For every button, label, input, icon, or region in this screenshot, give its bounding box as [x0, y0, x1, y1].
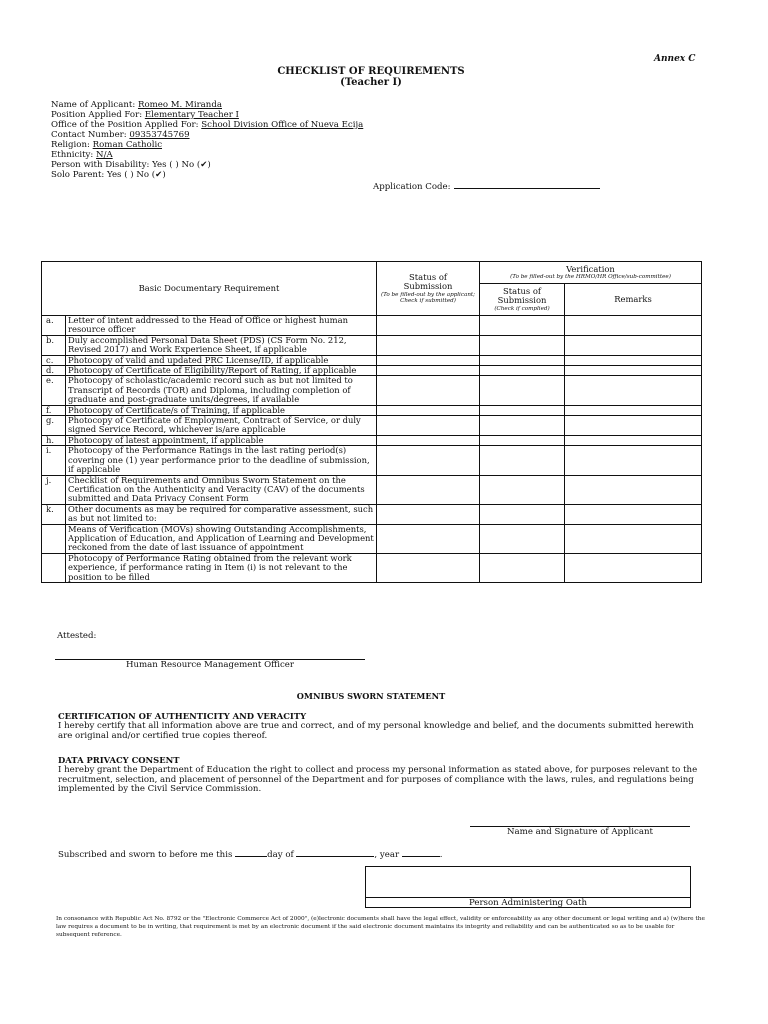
ethnicity-value: N/A — [96, 150, 113, 160]
requirement-text: Duly accomplished Personal Data Sheet (PDS) (CS Form No. 212, Revised 2017) and Work Experience Sheet, if applicable — [66, 335, 377, 355]
applicant-status-cell[interactable] — [377, 435, 480, 445]
requirements-table — [41, 261, 702, 583]
remarks-cell[interactable] — [565, 335, 702, 355]
oath-label: Person Administering Oath — [468, 898, 588, 908]
remarks-cell[interactable] — [565, 446, 702, 475]
applicant-status-cell[interactable] — [377, 335, 480, 355]
verified-status-cell[interactable] — [480, 435, 565, 445]
requirement-letter: g. — [42, 416, 66, 436]
privacy-text: I hereby grant the Department of Education the right to collect and process my personal information as stated above, for purposes relevant to the recruitment, selection, and placement of personnel of the Department and for purposes of compliance with the laws, rules, and regulations being implemented by the Civil Service Commission. — [58, 765, 698, 794]
sworn-day-label: day of — [267, 850, 294, 860]
position-value: Elementary Teacher I — [144, 110, 239, 120]
verified-status-cell[interactable] — [480, 475, 565, 504]
name-value: Romeo M. Miranda — [137, 100, 222, 110]
remarks-cell[interactable] — [565, 355, 702, 365]
remarks-cell[interactable] — [565, 416, 702, 436]
sworn-year-label: , year — [374, 850, 400, 860]
religion-label: Religion: — [51, 140, 90, 150]
requirement-row — [42, 366, 702, 376]
ver-status-header — [480, 284, 565, 316]
omnibus-title: OMNIBUS SWORN STATEMENT — [296, 691, 446, 701]
requirement-row — [42, 316, 702, 336]
requirement-text: Letter of intent addressed to the Head of Office or highest human resource officer — [66, 316, 377, 336]
applicant-status-cell[interactable] — [377, 366, 480, 376]
ethnicity-label: Ethnicity: — [51, 150, 94, 160]
verified-status-cell[interactable] — [480, 366, 565, 376]
annex-label: Annex C — [654, 54, 696, 64]
footer-note: In consonance with Republic Act No. 8792 or the "Electronic Commerce Act of 2000", (e)lectronic documents shall have the legal effect, validity or enforceability as any other document or legal writing and a) (w)here the law requires a document to be in writing, that requirement is met by an electronic document if the said electronic document maintains its integrity and reliability and can be authenticated so as to be usable for subsequent reference. — [56, 916, 705, 938]
requirement-text: Photocopy of Certificate of Employment, Contract of Service, or duly signed Service Record, whichever is/are applicable — [66, 416, 377, 436]
verification-note: (To be filled-out by the HRMO/HR Office/sub-committee) — [510, 274, 671, 280]
verified-status-cell[interactable] — [480, 316, 565, 336]
requirement-row — [42, 446, 702, 475]
sworn-prefix: Subscribed and sworn to before me this — [58, 850, 233, 860]
verification-label: Verification — [566, 263, 615, 274]
requirement-text: Photocopy of valid and updated PRC License/ID, if applicable — [66, 355, 377, 365]
requirement-row — [42, 553, 702, 582]
requirement-text: Photocopy of the Performance Ratings in the last rating period(s) covering one (1) year performance prior to the deadline of submission, if applicable — [66, 446, 377, 475]
requirement-row — [42, 416, 702, 436]
position-label: Position Applied For: — [51, 110, 143, 120]
name-label: Name of Applicant: — [51, 100, 136, 110]
sworn-statement: Subscribed and sworn to before me this day of , year . — [58, 850, 443, 860]
remarks-header: Remarks — [565, 284, 702, 316]
status-header-note: (To be filled-out by the applicant; Check if submitted) — [380, 291, 476, 304]
requirement-row — [42, 405, 702, 415]
attested-label: Attested: — [57, 631, 97, 641]
cav-text: I hereby certify that all information above are true and correct, and of my personal knowledge and belief, and the documents submitted herewith are original and/or certified true copies thereof. — [58, 721, 694, 741]
requirement-row — [42, 475, 702, 504]
ver-status-note: (Check if complied) — [494, 305, 550, 312]
applicant-info — [51, 100, 363, 180]
status-header — [377, 262, 480, 316]
application-code-label: Application Code: — [373, 182, 451, 192]
verified-status-cell[interactable] — [480, 553, 565, 582]
remarks-cell[interactable] — [565, 524, 702, 553]
application-code — [373, 182, 600, 192]
remarks-cell[interactable] — [565, 376, 702, 405]
requirement-text: Means of Verification (MOVs) showing Outstanding Accomplishments, Application of Education, and Application of Learning and Development reckoned from the date of last issuance of appointment — [66, 524, 377, 553]
remarks-cell[interactable] — [565, 316, 702, 336]
requirement-row — [42, 355, 702, 365]
requirement-row — [42, 504, 702, 524]
requirement-text: Photocopy of Certificate/s of Training, if applicable — [66, 405, 377, 415]
requirement-letter: e. — [42, 376, 66, 405]
requirement-letter: j. — [42, 475, 66, 504]
applicant-status-cell[interactable] — [377, 524, 480, 553]
requirement-letter — [42, 553, 66, 582]
requirement-text: Photocopy of latest appointment, if applicable — [66, 435, 377, 445]
requirement-letter: f. — [42, 405, 66, 415]
requirement-text: Photocopy of Performance Rating obtained from the relevant work experience, if performance rating in Item (i) is not relevant to the position to be filled — [66, 553, 377, 582]
requirement-letter — [42, 524, 66, 553]
applicant-status-cell[interactable] — [377, 355, 480, 365]
requirement-letter: c. — [42, 355, 66, 365]
office-label: Office of the Position Applied For: — [51, 120, 199, 130]
verified-status-cell[interactable] — [480, 335, 565, 355]
remarks-cell[interactable] — [565, 366, 702, 376]
contact-label: Contact Number: — [51, 130, 127, 140]
applicant-status-cell[interactable] — [377, 475, 480, 504]
remarks-cell[interactable] — [565, 475, 702, 504]
requirement-row — [42, 335, 702, 355]
applicant-status-cell[interactable] — [377, 446, 480, 475]
requirement-row — [42, 524, 702, 553]
sworn-day-blank[interactable] — [235, 848, 267, 857]
requirement-row — [42, 376, 702, 405]
page-title: CHECKLIST OF REQUIREMENTS — [277, 66, 465, 77]
requirement-text: Checklist of Requirements and Omnibus Sworn Statement on the Certification on the Authenticity and Veracity (CAV) of the documents submitted and Data Privacy Consent Form — [66, 475, 377, 504]
sworn-month-blank[interactable] — [296, 848, 374, 857]
application-code-field[interactable] — [454, 188, 600, 189]
ver-status-label: Status of Submission — [497, 285, 547, 306]
verified-status-cell[interactable] — [480, 376, 565, 405]
page-subtitle: (Teacher I) — [340, 77, 402, 88]
applicant-signature-label: Name and Signature of Applicant — [507, 827, 653, 837]
requirement-letter: h. — [42, 435, 66, 445]
pwd-row: Person with Disability: Yes ( ) No (✔) — [51, 160, 211, 170]
applicant-status-cell[interactable] — [377, 416, 480, 436]
cav-heading: CERTIFICATION OF AUTHENTICITY AND VERACITY — [58, 711, 307, 721]
applicant-status-cell[interactable] — [377, 376, 480, 405]
requirement-text: Other documents as may be required for comparative assessment, such as but not limited to: — [66, 504, 377, 524]
privacy-heading: DATA PRIVACY CONSENT — [58, 755, 180, 765]
requirement-letter: d. — [42, 366, 66, 376]
remarks-cell[interactable] — [565, 435, 702, 445]
remarks-cell[interactable] — [565, 405, 702, 415]
applicant-status-cell[interactable] — [377, 553, 480, 582]
status-header-label: Status of Submission — [403, 271, 453, 292]
office-value: School Division Office of Nueva Ecija — [201, 120, 364, 130]
requirement-letter: b. — [42, 335, 66, 355]
requirement-row — [42, 435, 702, 445]
basic-requirement-header: Basic Documentary Requirement — [42, 262, 377, 316]
applicant-status-cell[interactable] — [377, 504, 480, 524]
applicant-status-cell[interactable] — [377, 405, 480, 415]
requirements-body — [42, 316, 702, 583]
requirement-letter: k. — [42, 504, 66, 524]
verification-header — [480, 262, 702, 284]
verified-status-cell[interactable] — [480, 524, 565, 553]
religion-value: Roman Catholic — [92, 140, 163, 150]
verified-status-cell[interactable] — [480, 446, 565, 475]
requirement-letter: i. — [42, 446, 66, 475]
verified-status-cell[interactable] — [480, 416, 565, 436]
verified-status-cell[interactable] — [480, 355, 565, 365]
remarks-cell[interactable] — [565, 504, 702, 524]
contact-value: 09353745769 — [129, 130, 190, 140]
sworn-year-blank[interactable] — [402, 848, 440, 857]
remarks-cell[interactable] — [565, 553, 702, 582]
requirement-text: Photocopy of Certificate of Eligibility/Report of Rating, if applicable — [66, 366, 377, 376]
verified-status-cell[interactable] — [480, 504, 565, 524]
requirement-text: Photocopy of scholastic/academic record such as but not limited to Transcript of Records (TOR) and Diploma, including completion of graduate and post-graduate units/degrees, if available — [66, 376, 377, 405]
applicant-status-cell[interactable] — [377, 316, 480, 336]
verified-status-cell[interactable] — [480, 405, 565, 415]
requirement-letter: a. — [42, 316, 66, 336]
hr-officer-label: Human Resource Management Officer — [125, 660, 294, 670]
solo-parent-row: Solo Parent: Yes ( ) No (✔) — [51, 170, 166, 180]
